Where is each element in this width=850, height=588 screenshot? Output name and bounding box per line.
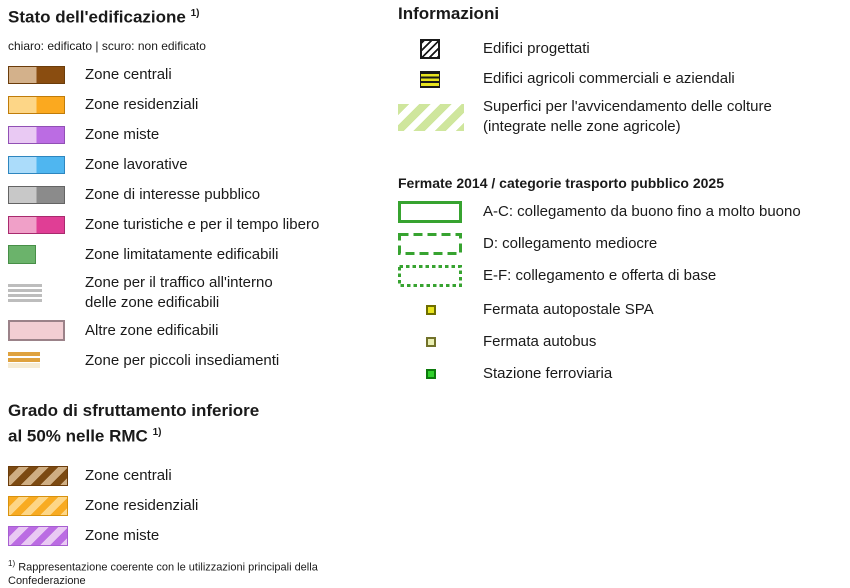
legend-label [85, 215, 319, 235]
green-diagonal-stripes-swatch [398, 104, 464, 131]
legend-label: D: collegamento mediocre [483, 235, 658, 252]
legend-row [8, 491, 392, 521]
legend-label-line: Zone miste [85, 527, 160, 545]
legend-label [483, 39, 590, 59]
footnote [8, 557, 392, 588]
legend-label-line: Superfici per l'avvicendamento delle colture [483, 98, 772, 115]
swatch-cell [398, 104, 483, 131]
legend-label-line: Zone residenziali [85, 497, 199, 515]
split-color-swatch [8, 156, 65, 174]
swatch-cell [8, 186, 85, 204]
legend-row [398, 94, 850, 140]
diagonal-stripes-swatch [8, 526, 68, 546]
building-status-subtitle: chiaro: edificato | scuro: non edificato [8, 38, 206, 53]
stop-square-icon [426, 369, 436, 379]
info-title: Informazioni [398, 4, 500, 23]
legend-label [85, 155, 188, 175]
legend-row [398, 294, 850, 326]
split-color-swatch [8, 186, 65, 204]
legend-label [85, 273, 273, 313]
finely-dashed-outline-rect-icon [398, 265, 462, 287]
legend-label [483, 69, 735, 89]
color-swatch [8, 245, 36, 264]
legend-label-line: Edifici progettati [483, 40, 590, 57]
outlined-color-swatch [8, 320, 65, 341]
building-status-title [8, 2, 392, 30]
legend-label [483, 300, 654, 320]
legend-label [85, 466, 172, 486]
legend-label [85, 351, 279, 371]
legend-label [85, 526, 159, 546]
swatch-cell [8, 466, 85, 486]
legend-row [8, 316, 392, 346]
swatch-cell [8, 352, 85, 369]
legend-row [398, 358, 850, 390]
building-status-title-text: Stato dell'edificazione [8, 7, 186, 27]
legend-row [8, 90, 392, 120]
legend-label [85, 321, 218, 341]
swatch-cell [398, 369, 483, 379]
legend-label-line: Zone di interesse pubblico [85, 185, 261, 203]
swatch-cell [8, 126, 85, 144]
swatch-cell [8, 320, 85, 341]
utilization-title [8, 400, 392, 448]
legend-row [398, 228, 850, 260]
legend-label-line: Zone centrali [85, 65, 172, 83]
legend-label-line: Edifici agricoli commerciali e aziendali [483, 70, 735, 87]
legend-label-line: Altre zone edificabili [85, 321, 219, 339]
split-color-swatch [8, 216, 65, 234]
transport-stops-legend [398, 294, 850, 390]
legend-label-line: Zone turistiche e per il tempo libero [85, 215, 320, 233]
swatch-cell [398, 305, 483, 315]
legend-label [85, 185, 260, 205]
legend-label: E-F: collegamento e offerta di base [483, 267, 717, 284]
footnote-text: Rappresentazione coerente con le utilizzazioni principali della Confederazione [8, 561, 318, 587]
swatch-cell [398, 265, 483, 287]
info-panel [398, 2, 850, 390]
legend-row [398, 196, 850, 228]
legend-label-line: Zone centrali [85, 467, 172, 485]
diagonal-stripes-swatch [8, 466, 68, 486]
swatch-cell [398, 337, 483, 347]
legend-row [8, 521, 392, 551]
gray-stripes-swatch [8, 284, 42, 302]
legend-label: A-C: collegamento da buono fino a molto buono [483, 203, 801, 220]
utilization-title-line1: Grado di sfruttamento inferiore [8, 400, 260, 420]
swatch-cell [398, 39, 483, 59]
info-legend [398, 34, 850, 140]
swatch-cell [8, 96, 85, 114]
split-color-swatch [8, 126, 65, 144]
utilization-title-line2: al 50% nelle RMC [8, 426, 148, 446]
swatch-cell [8, 526, 85, 546]
legend-label [483, 364, 612, 384]
transport-title: Fermate 2014 / categorie trasporto pubblico 2025 [398, 175, 725, 191]
dashed-outline-rect-icon [398, 233, 462, 255]
footnote-marker: 1) [152, 426, 162, 438]
footnote-marker: 1) [8, 559, 16, 569]
legend-row [398, 64, 850, 94]
legend-label-line: Zone per il traffico all'interno [85, 273, 273, 291]
legend-label [85, 95, 198, 115]
stop-square-icon [426, 337, 436, 347]
legend-row [398, 34, 850, 64]
legend-label [85, 245, 278, 265]
legend-row [8, 461, 392, 491]
diagonal-stripes-swatch [8, 496, 68, 516]
legend-row [8, 150, 392, 180]
legend-label-line: Fermata autobus [483, 333, 597, 350]
legend-row [8, 210, 392, 240]
utilization-legend [8, 461, 392, 551]
swatch-cell [8, 156, 85, 174]
legend-label-line: Zone limitatamente edificabili [85, 245, 279, 263]
legend-row [8, 346, 392, 376]
legend-label-line: Zone residenziali [85, 95, 199, 113]
building-status-panel [8, 2, 392, 588]
yellow-stripes-icon [420, 71, 440, 88]
solid-outline-rect-icon [398, 201, 462, 223]
swatch-cell [8, 284, 85, 302]
legend-row [8, 60, 392, 90]
legend-label-line: Zone per piccoli insediamenti [85, 351, 280, 369]
swatch-cell [8, 66, 85, 84]
legend-label [85, 496, 198, 516]
swatch-cell [8, 216, 85, 234]
swatch-cell [8, 245, 85, 264]
legend-row [8, 180, 392, 210]
legend-row [8, 120, 392, 150]
legend-row [8, 270, 392, 316]
swatch-cell [398, 71, 483, 88]
legend-label-line: Fermata autopostale SPA [483, 301, 654, 318]
legend-label-line: Zone lavorative [85, 155, 188, 173]
split-color-swatch [8, 96, 65, 114]
diagonal-hatch-icon [420, 39, 440, 59]
swatch-cell [398, 201, 483, 223]
swatch-cell [398, 233, 483, 255]
orange-stripes-swatch [8, 352, 40, 369]
legend-row [398, 260, 850, 292]
legend-label [483, 97, 772, 137]
transport-category-legend [398, 196, 850, 292]
legend-label-line: Zone miste [85, 125, 160, 143]
legend-label [85, 125, 159, 145]
building-status-legend [8, 60, 392, 376]
legend-label-line: Stazione ferroviaria [483, 365, 613, 382]
split-color-swatch [8, 66, 65, 84]
legend-label-line: delle zone edificabili [85, 293, 220, 311]
legend-label [85, 65, 172, 85]
legend-row [8, 240, 392, 270]
legend-label [483, 332, 596, 352]
legend-row [398, 326, 850, 358]
legend-label-line: (integrate nelle zone agricole) [483, 118, 681, 135]
stop-square-icon [426, 305, 436, 315]
swatch-cell [8, 496, 85, 516]
footnote-marker: 1) [190, 8, 200, 19]
